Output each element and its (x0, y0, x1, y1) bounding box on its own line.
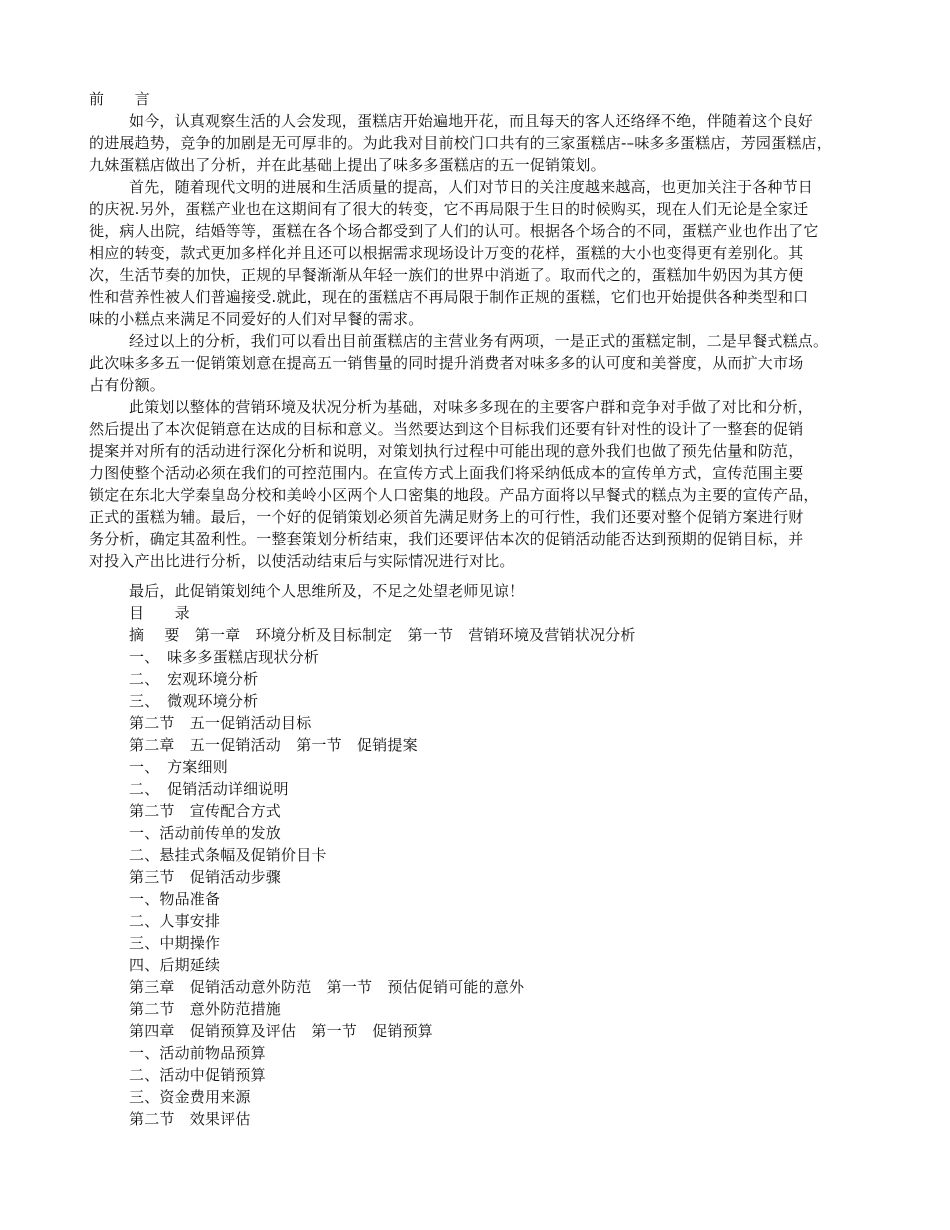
preface-line: 锁定在东北大学秦皇岛分校和美岭小区两个人口密集的地段。产品方面将以早餐式的糕点为主要的宣传产品， (89, 486, 819, 504)
preface-line: 经过以上的分析，我们可以看出目前蛋糕店的主营业务有两项，一是正式的蛋糕定制，二是早餐式糕点。 (129, 332, 829, 350)
preface-line: 力图使整个活动必须在我们的可控范围内。在宣传方式上面我们将采纳低成本的宣传单方式，宣传范围主要 (89, 464, 804, 482)
toc-entry: 第四章 促销预算及评估 第一节 促销预算 (129, 1022, 434, 1040)
preface-line: 次，生活节奏的加快，正规的早餐渐渐从年轻一族们的世界中消逝了。取而代之的，蛋糕加牛奶因为其方便 (89, 266, 804, 284)
toc-entry: 第二章 五一促销活动 第一节 促销提案 (129, 736, 418, 754)
preface-line: 正式的蛋糕为辅。最后，一个好的促销策划必须首先满足财务上的可行性，我们还要对整个促销方案进行财 (89, 508, 804, 526)
preface-line: 的庆祝.另外，蛋糕产业也在这期间有了很大的转变，它不再局限于生日的时候购买，现在人们无论是全家迁 (89, 200, 809, 218)
toc-entry: 摘 要 第一章 环境分析及目标制定 第一节 营销环境及营销状况分析 (129, 626, 636, 644)
toc-entry: 三、资金费用来源 (129, 1088, 251, 1106)
preface-line: 提案并对所有的活动进行深化分析和说明，对策划执行过程中可能出现的意外我们也做了预先估量和防范， (89, 442, 804, 460)
preface-heading: 前 言 (89, 90, 150, 108)
toc-entry: 第三章 促销活动意外防范 第一节 预估促销可能的意外 (129, 978, 525, 996)
toc-entry: 一、 味多多蛋糕店现状分析 (129, 648, 320, 666)
preface-line: 对投入产出比进行分析，以使活动结束后与实际情况进行对比。 (89, 552, 515, 570)
preface-line: 然后提出了本次促销意在达成的目标和意义。当然要达到这个目标我们还要有针对性的设计了一整套的促销 (89, 420, 804, 438)
preface-line: 此次味多多五一促销策划意在提高五一销售量的同时提升消费者对味多多的认可度和美誉度，从而扩大市场 (89, 354, 804, 372)
preface-line: 味的小糕点来满足不同爱好的人们对早餐的需求。 (89, 310, 424, 328)
toc-entry: 第二节 效果评估 (129, 1110, 251, 1128)
preface-line: 占有份额。 (89, 376, 166, 394)
toc-entry: 二、人事安排 (129, 912, 221, 930)
preface-line: 最后，此促销策划纯个人思维所及，不足之处望老师见谅！ (129, 582, 525, 600)
toc-entry: 第二节 宣传配合方式 (129, 802, 282, 820)
toc-entry: 第二节 五一促销活动目标 (129, 714, 312, 732)
toc-entry: 一、 方案细则 (129, 758, 228, 776)
toc-entry: 一、活动前物品预算 (129, 1044, 266, 1062)
toc-entry: 二、活动中促销预算 (129, 1066, 266, 1084)
toc-entry: 二、悬挂式条幅及促销价目卡 (129, 846, 327, 864)
preface-line: 性和营养性被人们普遍接受.就此，现在的蛋糕店不再局限于制作正规的蛋糕，它们也开始提供各种类型和口 (89, 288, 809, 306)
preface-line: 首先，随着现代文明的进展和生活质量的提高，人们对节日的关注度越来越高，也更加关注于各种节日 (129, 178, 814, 196)
preface-line: 此策划以整体的营销环境及状况分析为基础，对味多多现在的主要客户群和竞争对手做了对比和分析， (129, 398, 814, 416)
toc-heading: 目 录 (129, 604, 190, 622)
preface-line: 徙，病人出院，结婚等等，蛋糕在各个场合都受到了人们的认可。根据各个场合的不同，蛋糕产业也作出了它 (89, 222, 819, 240)
preface-line: 如今，认真观察生活的人会发现，蛋糕店开始遍地开花，而且每天的客人还络绎不绝，伴随着这个良好 (129, 112, 814, 130)
toc-entry: 一、物品准备 (129, 890, 221, 908)
preface-line: 相应的转变，款式更加多样化并且还可以根据需求现场设计万变的花样，蛋糕的大小也变得更有差别化。其 (89, 244, 804, 262)
preface-line: 九妹蛋糕店做出了分析，并在此基础上提出了味多多蛋糕店的五一促销策划。 (89, 156, 606, 174)
toc-entry: 三、中期操作 (129, 934, 221, 952)
toc-entry: 二、 促销活动详细说明 (129, 780, 289, 798)
toc-entry: 二、 宏观环境分析 (129, 670, 259, 688)
preface-line: 的进展趋势，竞争的加剧是无可厚非的。为此我对目前校门口共有的三家蛋糕店-–味多多蛋糕店，芳园蛋糕店， (89, 134, 832, 152)
preface-line: 务分析，确定其盈利性。一整套策划分析结束，我们还要评估本次的促销活动能否达到预期的促销目标，并 (89, 530, 804, 548)
toc-entry: 三、 微观环境分析 (129, 692, 259, 710)
toc-entry: 第三节 促销活动步骤 (129, 868, 282, 886)
toc-entry: 四、后期延续 (129, 956, 221, 974)
toc-entry: 第二节 意外防范措施 (129, 1000, 282, 1018)
toc-entry: 一、活动前传单的发放 (129, 824, 282, 842)
